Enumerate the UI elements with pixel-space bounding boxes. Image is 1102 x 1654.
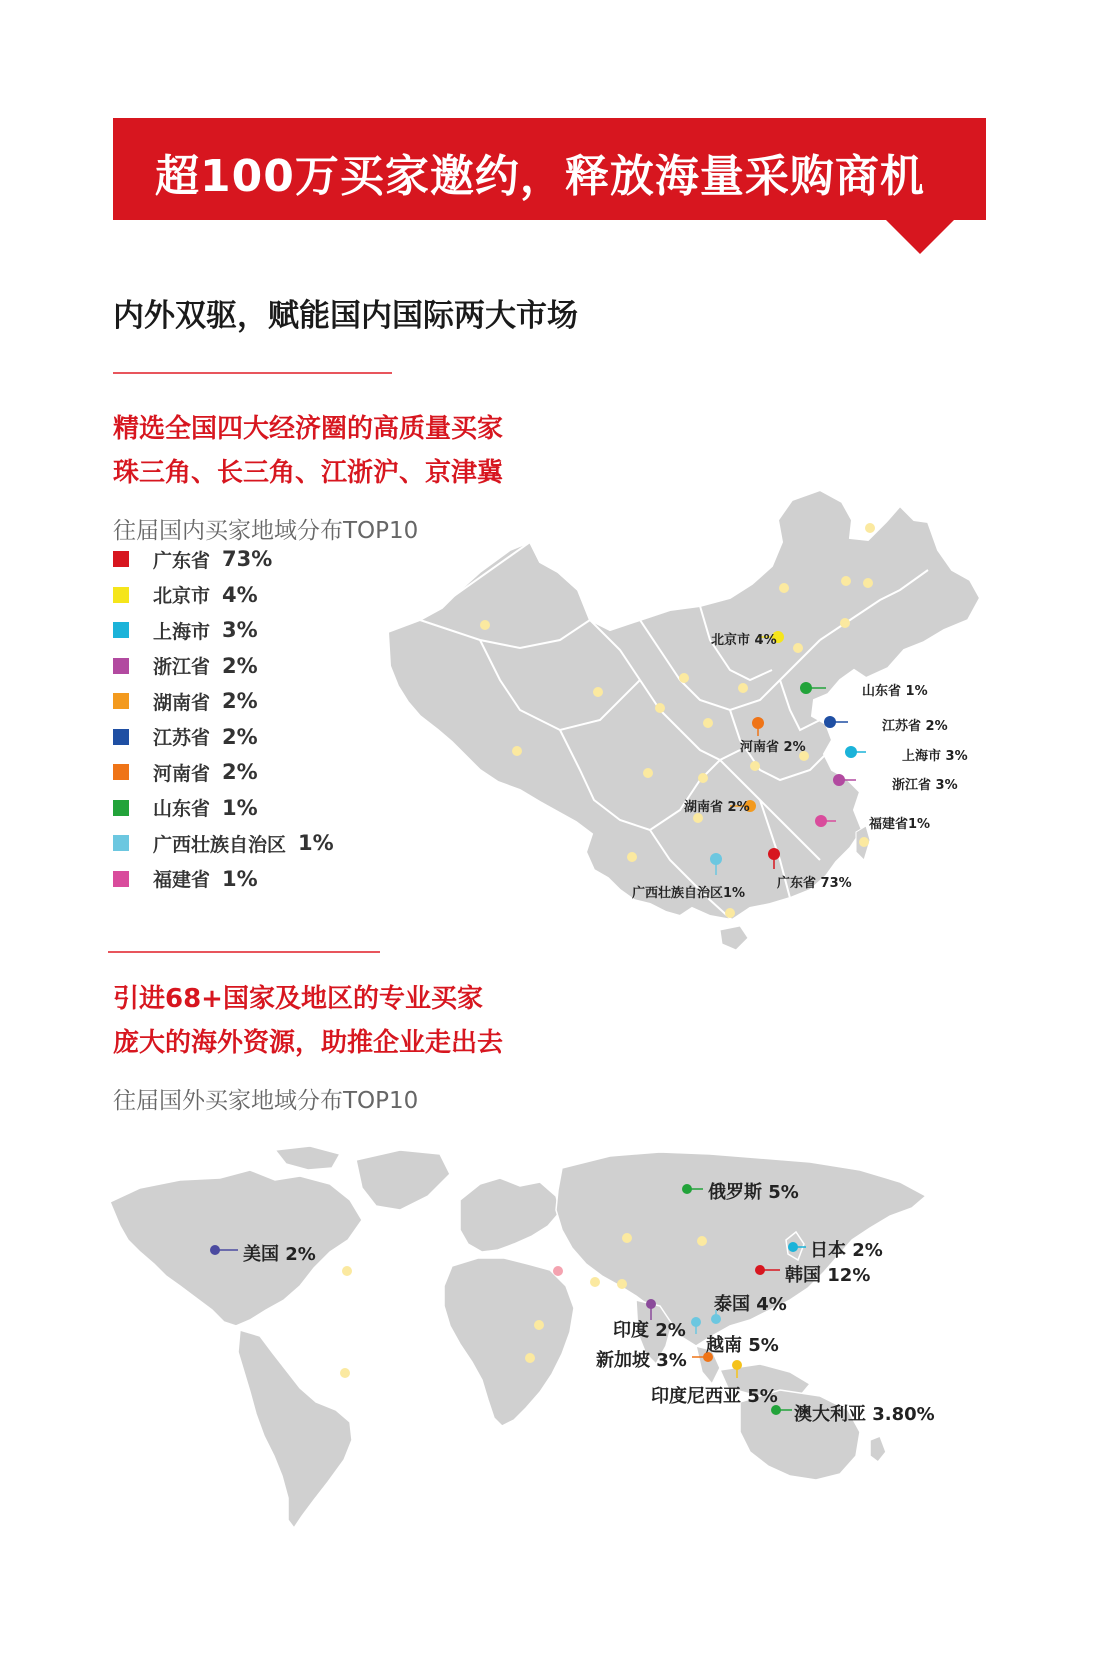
legend-value: 2% — [222, 724, 258, 749]
legend-item — [113, 723, 258, 751]
legend-swatch — [113, 764, 129, 780]
label-guangxi: 广西壮族自治区1% — [632, 886, 746, 901]
legend-value: 2% — [222, 653, 258, 678]
legend-swatch — [113, 800, 129, 816]
label-shanghai: 上海市 3% — [902, 749, 968, 764]
label-fujian: 福建省1% — [869, 817, 931, 832]
label-beijing: 北京市 4% — [711, 633, 777, 648]
label-india: 印度 2% — [613, 1320, 686, 1341]
label-guangdong: 广东省 73% — [777, 876, 852, 891]
label-usa: 美国 2% — [243, 1244, 316, 1265]
label-russia: 俄罗斯 5% — [708, 1182, 799, 1203]
domestic-headline-2: 珠三角、长三角、江浙沪、京津冀 — [113, 458, 504, 488]
legend-value: 4% — [222, 582, 258, 607]
legend-item — [113, 758, 258, 786]
legend-name: 上海市 — [153, 620, 211, 643]
legend-value: 2% — [222, 760, 258, 784]
legend-value: 2% — [222, 689, 258, 713]
label-zhejiang: 浙江省 3% — [892, 778, 958, 793]
domestic-caption: 往届国内买家地域分布TOP10 — [113, 518, 419, 544]
banner-title: 超100万买家邀约，释放海量采购商机 — [155, 151, 925, 202]
overseas-headline-1: 引进68+国家及地区的专业买家 — [113, 984, 483, 1014]
legend-swatch — [113, 622, 129, 638]
legend-name: 江苏省 — [153, 727, 211, 749]
legend-item — [113, 616, 258, 644]
legend-swatch — [113, 871, 129, 887]
legend-name: 河南省 — [153, 762, 211, 785]
label-shandong: 山东省 1% — [862, 684, 928, 699]
legend-swatch — [113, 587, 129, 603]
legend-name: 福建省 — [153, 869, 211, 891]
legend-item — [113, 794, 258, 822]
legend-name: 湖南省 — [153, 691, 211, 714]
legend-value: 3% — [222, 618, 258, 642]
divider-top — [113, 372, 392, 374]
banner-notch — [886, 220, 954, 254]
legend-item — [113, 687, 258, 715]
label-henan: 河南省 2% — [740, 740, 806, 755]
legend-name: 广西壮族自治区 — [153, 833, 287, 856]
legend-swatch — [113, 693, 129, 709]
overseas-caption: 往届国外买家地域分布TOP10 — [113, 1088, 419, 1114]
legend-item — [113, 652, 258, 680]
title-banner — [113, 118, 986, 220]
legend-name: 山东省 — [153, 798, 211, 820]
legend-value: 1% — [298, 831, 334, 855]
legend-swatch — [113, 551, 129, 567]
overseas-headline-2: 庞大的海外资源，助推企业走出去 — [113, 1028, 504, 1058]
label-japan: 日本 2% — [810, 1240, 883, 1261]
label-australia: 澳大利亚 3.80% — [794, 1404, 935, 1425]
legend-name: 广东省 — [153, 549, 211, 572]
label-indonesia: 印度尼西亚 5% — [651, 1386, 778, 1407]
legend-swatch — [113, 835, 129, 851]
label-vietnam: 越南 5% — [706, 1335, 779, 1356]
legend-swatch — [113, 658, 129, 674]
label-jiangsu: 江苏省 2% — [882, 719, 948, 734]
legend-item — [113, 865, 258, 893]
legend-name: 北京市 — [153, 585, 211, 607]
domestic-headline-1: 精选全国四大经济圈的高质量买家 — [113, 414, 504, 444]
legend-item — [113, 581, 258, 609]
label-hunan: 湖南省 2% — [684, 800, 750, 815]
world-map — [100, 1140, 940, 1540]
label-korea: 韩国 12% — [785, 1265, 871, 1286]
legend-swatch — [113, 729, 129, 745]
divider-mid — [108, 951, 380, 953]
label-thailand: 泰国 4% — [714, 1294, 787, 1315]
label-singapore: 新加坡 3% — [596, 1350, 687, 1371]
legend-item — [113, 829, 334, 857]
section-subtitle: 内外双驱，赋能国内国际两大市场 — [113, 298, 578, 334]
legend-value: 1% — [222, 795, 258, 820]
legend-name: 浙江省 — [153, 656, 211, 678]
legend-value: 1% — [222, 866, 258, 891]
legend-item — [113, 545, 272, 573]
legend-value: 73% — [222, 547, 273, 571]
